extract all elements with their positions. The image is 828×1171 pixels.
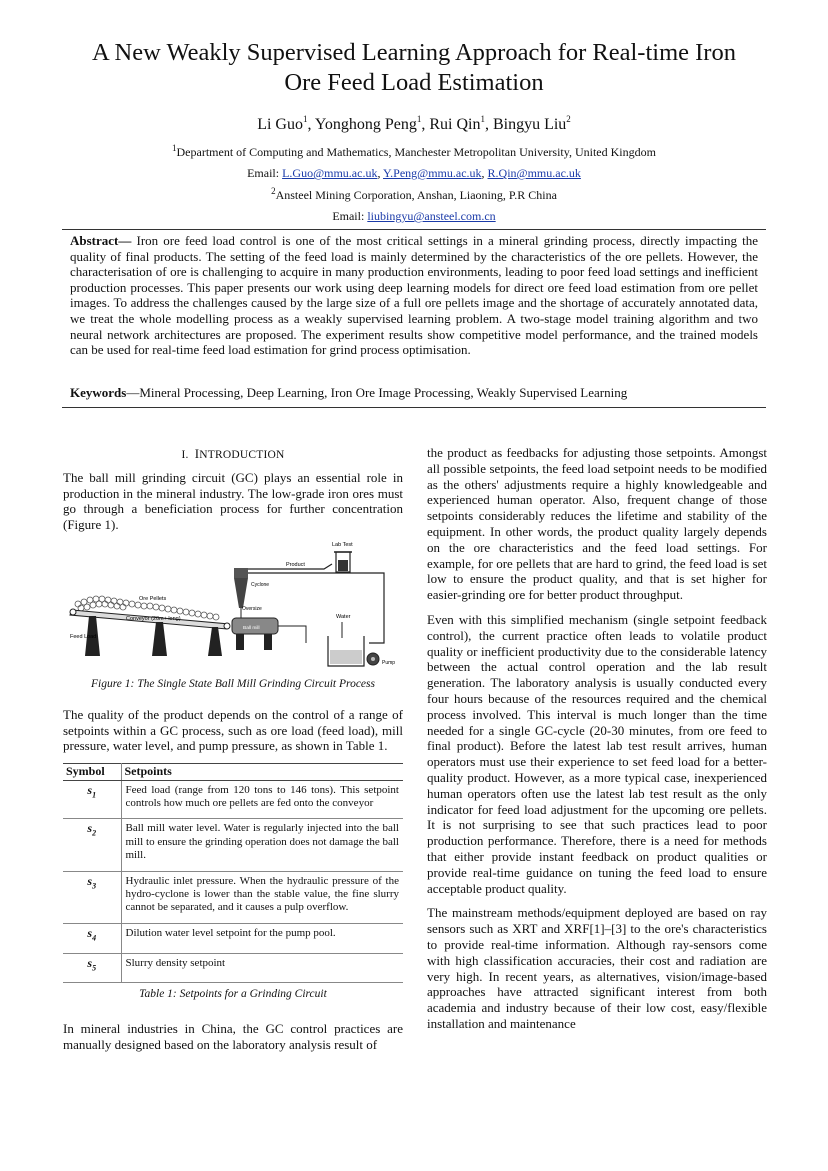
symbol-cell: $s_2$ bbox=[63, 819, 121, 871]
section-title-rest: NTRODUCTION bbox=[199, 449, 285, 461]
email-link[interactable]: Y.Peng@mmu.ac.uk bbox=[383, 166, 482, 180]
symbol-cell: $s_1$ bbox=[63, 780, 121, 819]
setpoint-cell: Slurry density setpoint bbox=[121, 953, 403, 983]
abstract-top-rule bbox=[62, 229, 766, 230]
left-column-lower bbox=[63, 677, 403, 1062]
label-oversize: Oversize bbox=[242, 606, 262, 612]
intro-paragraph-2: The quality of the product depends on the control of a range of setpoints within a GC process, such as ore load (feed load), mill pressure, water level, and pump pressure, as shown in Table 1. bbox=[63, 706, 403, 754]
pump-icon bbox=[367, 653, 379, 665]
label-product: Product bbox=[286, 562, 305, 568]
figure-grinding-circuit bbox=[64, 538, 404, 678]
label-feed-load: Feed Load bbox=[70, 634, 97, 640]
table-row bbox=[63, 819, 403, 871]
symbol-cell: $s_4$ bbox=[63, 923, 121, 953]
label-lab-test: Lab Test bbox=[332, 542, 353, 548]
author-affiliation-mark: 1 bbox=[480, 114, 485, 124]
paper-title bbox=[60, 38, 768, 98]
email-line-1: Email: L.Guo@mmu.ac.uk, Y.Peng@mmu.ac.uk, R.Qin@mmu.ac.uk bbox=[247, 166, 581, 180]
conveyor-support bbox=[152, 622, 167, 656]
right-column bbox=[427, 445, 767, 1041]
table-header-row bbox=[63, 764, 403, 780]
cyclone-icon bbox=[234, 568, 248, 608]
label-cyclone: Cyclone bbox=[251, 582, 270, 588]
ball-mill-icon bbox=[232, 618, 278, 650]
email-label: Email: bbox=[332, 209, 368, 223]
setpoint-cell: Ball mill water level. Water is regularly injected into the ball mill to ensure the grinding operation does not damage the ball mill. bbox=[121, 819, 403, 871]
keywords-text: —Mineral Processing, Deep Learning, Iron Ore Image Processing, Weakly Supervised Learning bbox=[126, 385, 628, 400]
setpoint-cell: Feed load (range from 120 tons to 146 tons). This setpoint controls how much ore pellets are fed onto the conveyor bbox=[121, 780, 403, 819]
table-row bbox=[63, 923, 403, 953]
affiliation-text: Department of Computing and Mathematics, Manchester Metropolitan University, United Kingdom bbox=[176, 145, 656, 159]
affiliation-text: Ansteel Mining Corporation, Anshan, Liaoning, P.R China bbox=[275, 188, 557, 202]
column-header: Setpoints bbox=[121, 764, 403, 780]
label-ball-mill: Ball mill bbox=[243, 626, 260, 631]
keywords-label: Keywords bbox=[70, 385, 127, 400]
author-affiliation-mark: 1 bbox=[302, 114, 308, 124]
pump-pool-icon bbox=[328, 636, 364, 666]
right-paragraph-1: the product as feedbacks for adjusting those setpoints. Amongst all possible setpoints, the feed load setpoint needs to be modified as the others' adjustments require a highly knowledgeable and experienced human operator. Also, frequent change of those setpoints considerably reduces the lifetime and stability of the equipment. In other words, the product quality largely depends on the ore characteristics and the feed load settings. For example, for ore pellets that are hard to grind, the feed load is set low to ensure the product quality, and that is set higher for easier-grinding ore for better product throughput. bbox=[427, 445, 767, 603]
keywords bbox=[70, 385, 758, 401]
abstract bbox=[70, 233, 758, 358]
setpoint-cell: Hydraulic inlet pressure. When the hydraulic pressure of the hydro-cyclone is lower than the stable value, the fine slurry cannot be separated, and it causes a pulp overflow. bbox=[121, 871, 403, 923]
affiliation-mark: 1 bbox=[172, 143, 177, 153]
email-link[interactable]: liubingyu@ansteel.com.cn bbox=[367, 209, 496, 223]
author-affiliation-mark: 1 bbox=[416, 114, 422, 124]
label-water: Water bbox=[336, 614, 351, 620]
title-line-1: A New Weakly Supervised Learning Approach for Real-time Iron bbox=[92, 39, 736, 66]
intro-paragraph-3: In mineral industries in China, the GC control practices are manually designed based on the laboratory analysis result of bbox=[63, 1021, 403, 1053]
table-caption: Table 1: Setpoints for a Grinding Circuit bbox=[139, 988, 327, 1001]
figure-caption: Figure 1: The Single State Ball Mill Grinding Circuit Process bbox=[91, 678, 375, 690]
table-row bbox=[63, 780, 403, 819]
affiliation-1 bbox=[60, 145, 768, 160]
label-conveyor: Conveyor (20m+ long) bbox=[126, 616, 181, 622]
title-line-2: Ore Feed Load Estimation bbox=[284, 69, 544, 96]
table-row bbox=[63, 953, 403, 983]
affiliation-mark: 2 bbox=[271, 186, 276, 196]
column-header: Symbol bbox=[63, 764, 121, 780]
section-number: I. bbox=[181, 449, 189, 461]
author-name: Li Guo bbox=[257, 116, 303, 133]
email-label: Email: bbox=[247, 166, 283, 180]
email-line-2 bbox=[60, 209, 768, 224]
mill-outlet-pipe bbox=[278, 626, 306, 643]
email-link[interactable]: R.Qin@mmu.ac.uk bbox=[487, 166, 581, 180]
author-list: Li Guo$^1$, Yonghong Peng$^1$, Rui Qin$^1$, Bingyu Liu$^2$ bbox=[257, 114, 571, 133]
author-affiliation-mark: 2 bbox=[566, 114, 571, 124]
table-row bbox=[63, 871, 403, 923]
abstract-text: Iron ore feed load control is one of the most critical settings in a mineral grinding process, directly impacting the quality of final products. The setting of the feed load is mainly determined by the characteristics of the ore pellets. However, the characterisation of ore is challenging to acquire in many production environments, leading to poor feed load settings and inefficient production processes. This paper presents our work using deep learning models for direct ore feed load estimation from ore pellet images. To address the challenges caused by the large size of a full ore pellets image and the shortage of accurately annotated data, we treat the whole modelling process as a weakly supervised learning problem. A two-stage model training algorithm and two neural network architectures are proposed. The experiment results show competitive model performance, and the trained models can be used for real-time feed load estimation for grind process optimisation. bbox=[70, 233, 758, 358]
author-name: Rui Qin bbox=[429, 116, 481, 133]
section-initial: I bbox=[194, 446, 200, 461]
author-name: Yonghong Peng bbox=[314, 116, 417, 133]
setpoint-cell: Dilution water level setpoint for the pump pool. bbox=[121, 923, 403, 953]
intro-paragraph-1: The ball mill grinding circuit (GC) plays an essential role in production in the mineral industry. The low-grade iron ores must go through a beneficiation process for further concentration (Figure 1). bbox=[63, 469, 403, 533]
author-name: Bingyu Liu bbox=[492, 116, 567, 133]
abstract-bottom-rule bbox=[62, 407, 766, 408]
grinding-circuit-diagram bbox=[64, 538, 404, 678]
right-paragraph-3: The mainstream methods/equipment deployed are based on ray sensors such as XRT and XRF[1]–[3] to the ore's characteristics to provide real-time information. Although ray-sensors come with high classification accuracies, their cost and radiation are very high. In recent years, as alternatives, vision/image-based approaches have attracted significant interest from both academia and industry because of their low cost, easy/flexible installation and maintenance bbox=[427, 905, 767, 1031]
affiliation-2 bbox=[60, 188, 768, 203]
section-heading bbox=[63, 446, 403, 464]
email-link[interactable]: L.Guo@mmu.ac.uk bbox=[282, 166, 378, 180]
conveyor-support bbox=[208, 627, 222, 656]
symbol-cell: $s_5$ bbox=[63, 953, 121, 983]
left-column bbox=[63, 446, 403, 542]
abstract-label: Abstract— bbox=[70, 233, 132, 248]
setpoints-table bbox=[63, 763, 403, 983]
symbol-cell: $s_3$ bbox=[63, 871, 121, 923]
label-pump: Pump bbox=[382, 660, 396, 666]
label-ore-pellets: Ore Pellets bbox=[139, 596, 167, 602]
right-paragraph-2: Even with this simplified mechanism (single setpoint feedback control), the current practice often leads to volatile product quality or inefficient productivity due to the considerable latency between the actual control operation and the lab result generation. The laboratory analysis is usually conducted every four hours because of the resources required and the chemical process involved. This interval is much longer than the time needed for a single GC-cycle (20-30 minutes, from ore feed to final product). Before the latest lab test result arrives, human operators must use their experience to set feed load for a better-quality product. However, as a more typical case, inexperienced human operators often use the latest lab test result as the only indicator for feed load adjustment for the upcoming ore pellets. It is not surprising to see that such practices lead to poor production performance. Therefore, there is a need for methods that either provide instant feedback on product qualities or provide real-time guidance on tuning the feed load to ensure acceptable product quality. bbox=[427, 611, 767, 896]
lab-beaker-icon bbox=[334, 552, 352, 572]
